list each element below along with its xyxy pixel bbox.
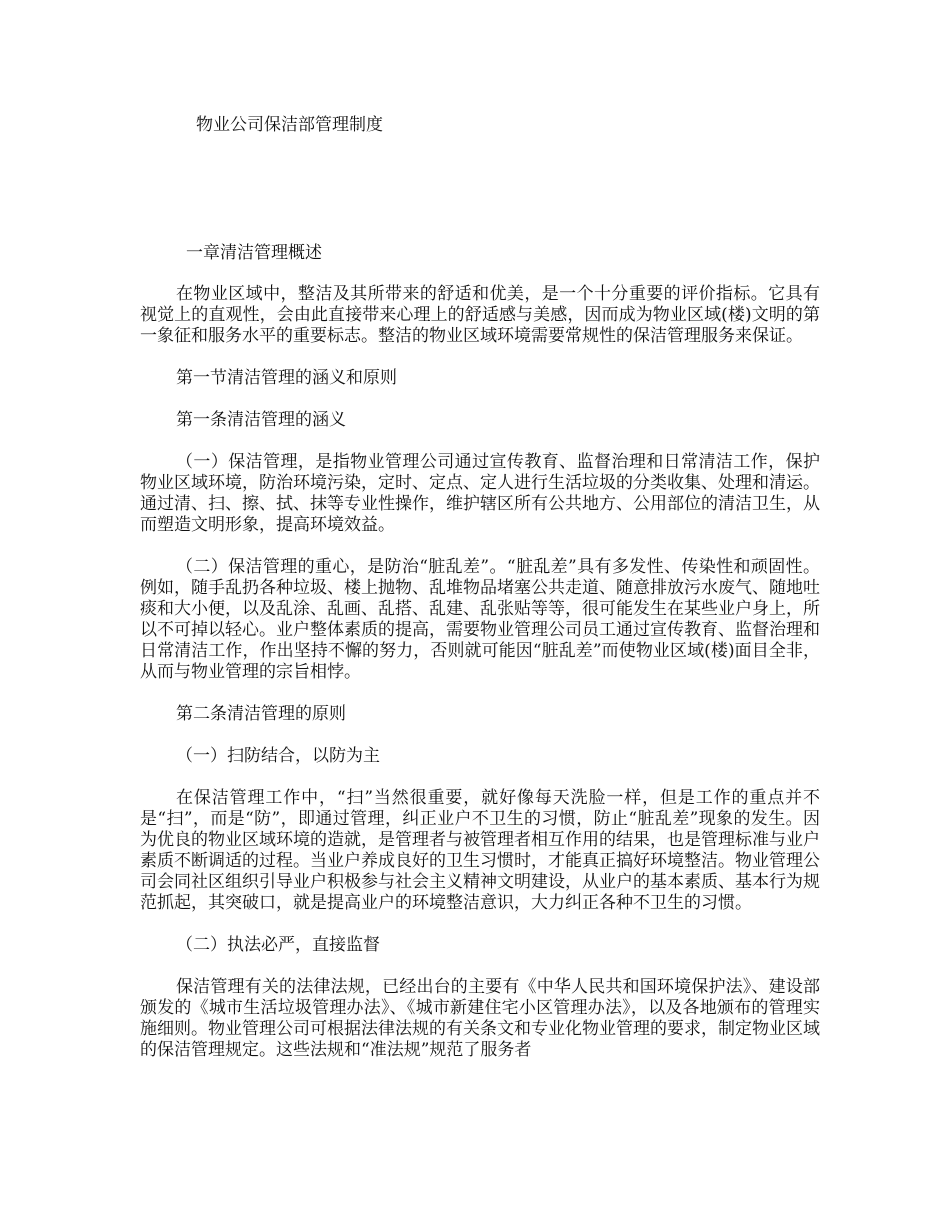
paragraph-intro: 在物业区域中，整洁及其所带来的舒适和优美，是一个十分重要的评价指标。它具有视觉上的直观性，会由此直接带来心理上的舒适感与美感，因而成为物业区域(楼)文明的第一象征和服务水平的重要标志。整洁的物业区域环境需要常规性的保洁管理服务来保证。 — [140, 284, 820, 346]
paragraph-principle-2: 保洁管理有关的法律法规，已经出台的主要有《中华人民共和国环境保护法》、建设部颁发的《城市生活垃圾管理办法》、《城市新建住宅小区管理办法》，以及各地颁布的管理实施细则。物业管理公司可根据法律法规的有关条文和专业化物业管理的要求，制定物业区域的保洁管理规定。这些法规和“准法规”规范了服务者 — [140, 977, 820, 1060]
paragraph-definition-1: （一）保洁管理，是指物业管理公司通过宣传教育、监督治理和日常清洁工作，保护物业区域环境，防治环境污染，定时、定点、定人进行生活垃圾的分类收集、处理和清运。通过清、扫、擦、拭、抹等专业性操作，维护辖区所有公共地方、公用部位的清洁卫生，从而塑造文明形象，提高环境效益。 — [140, 452, 820, 535]
document-title: 物业公司保洁部管理制度 — [196, 115, 383, 135]
article-heading-2: 第二条清洁管理的原则 — [176, 704, 346, 724]
document-body — [140, 284, 820, 1082]
principle-heading-2: （二）执法必严，直接监督 — [176, 935, 380, 955]
section-heading-1: 第一节清洁管理的涵义和原则 — [176, 368, 397, 388]
paragraph-principle-1: 在保洁管理工作中，“扫”当然很重要，就好像每天洗脸一样，但是工作的重点并不是“扫”，而是“防”，即通过管理，纠正业户不卫生的习惯，防止“脏乱差”现象的发生。因为优良的物业区域环境的造就，是管理者与被管理者相互作用的结果，也是管理标准与业户素质不断调适的过程。当业户养成良好的卫生习惯时，才能真正搞好环境整洁。物业管理公司会同社区组织引导业户积极参与社会主义精神文明建设，从业户的基本素质、基本行为规范抓起，其突破口，就是提高业户的环境整洁意识，大力纠正各种不卫生的习惯。 — [140, 788, 820, 913]
principle-heading-1: （一）扫防结合，以防为主 — [176, 746, 380, 766]
chapter-heading: 一章清洁管理概述 — [186, 243, 322, 263]
article-heading-1: 第一条清洁管理的涵义 — [176, 410, 346, 430]
paragraph-definition-2: （二）保洁管理的重心，是防治“脏乱差”。“脏乱差”具有多发性、传染性和顽固性。例如，随手乱扔各种垃圾、楼上抛物、乱堆物品堵塞公共走道、随意排放污水废气、随地吐痰和大小便，以及乱涂、乱画、乱搭、乱建、乱张贴等等，很可能发生在某些业户身上，所以不可掉以轻心。业户整体素质的提高，需要物业管理公司员工通过宣传教育、监督治理和日常清洁工作，作出坚持不懈的努力，否则就可能因“脏乱差”而使物业区域(楼)面目全非，从而与物业管理的宗旨相悖。 — [140, 557, 820, 682]
